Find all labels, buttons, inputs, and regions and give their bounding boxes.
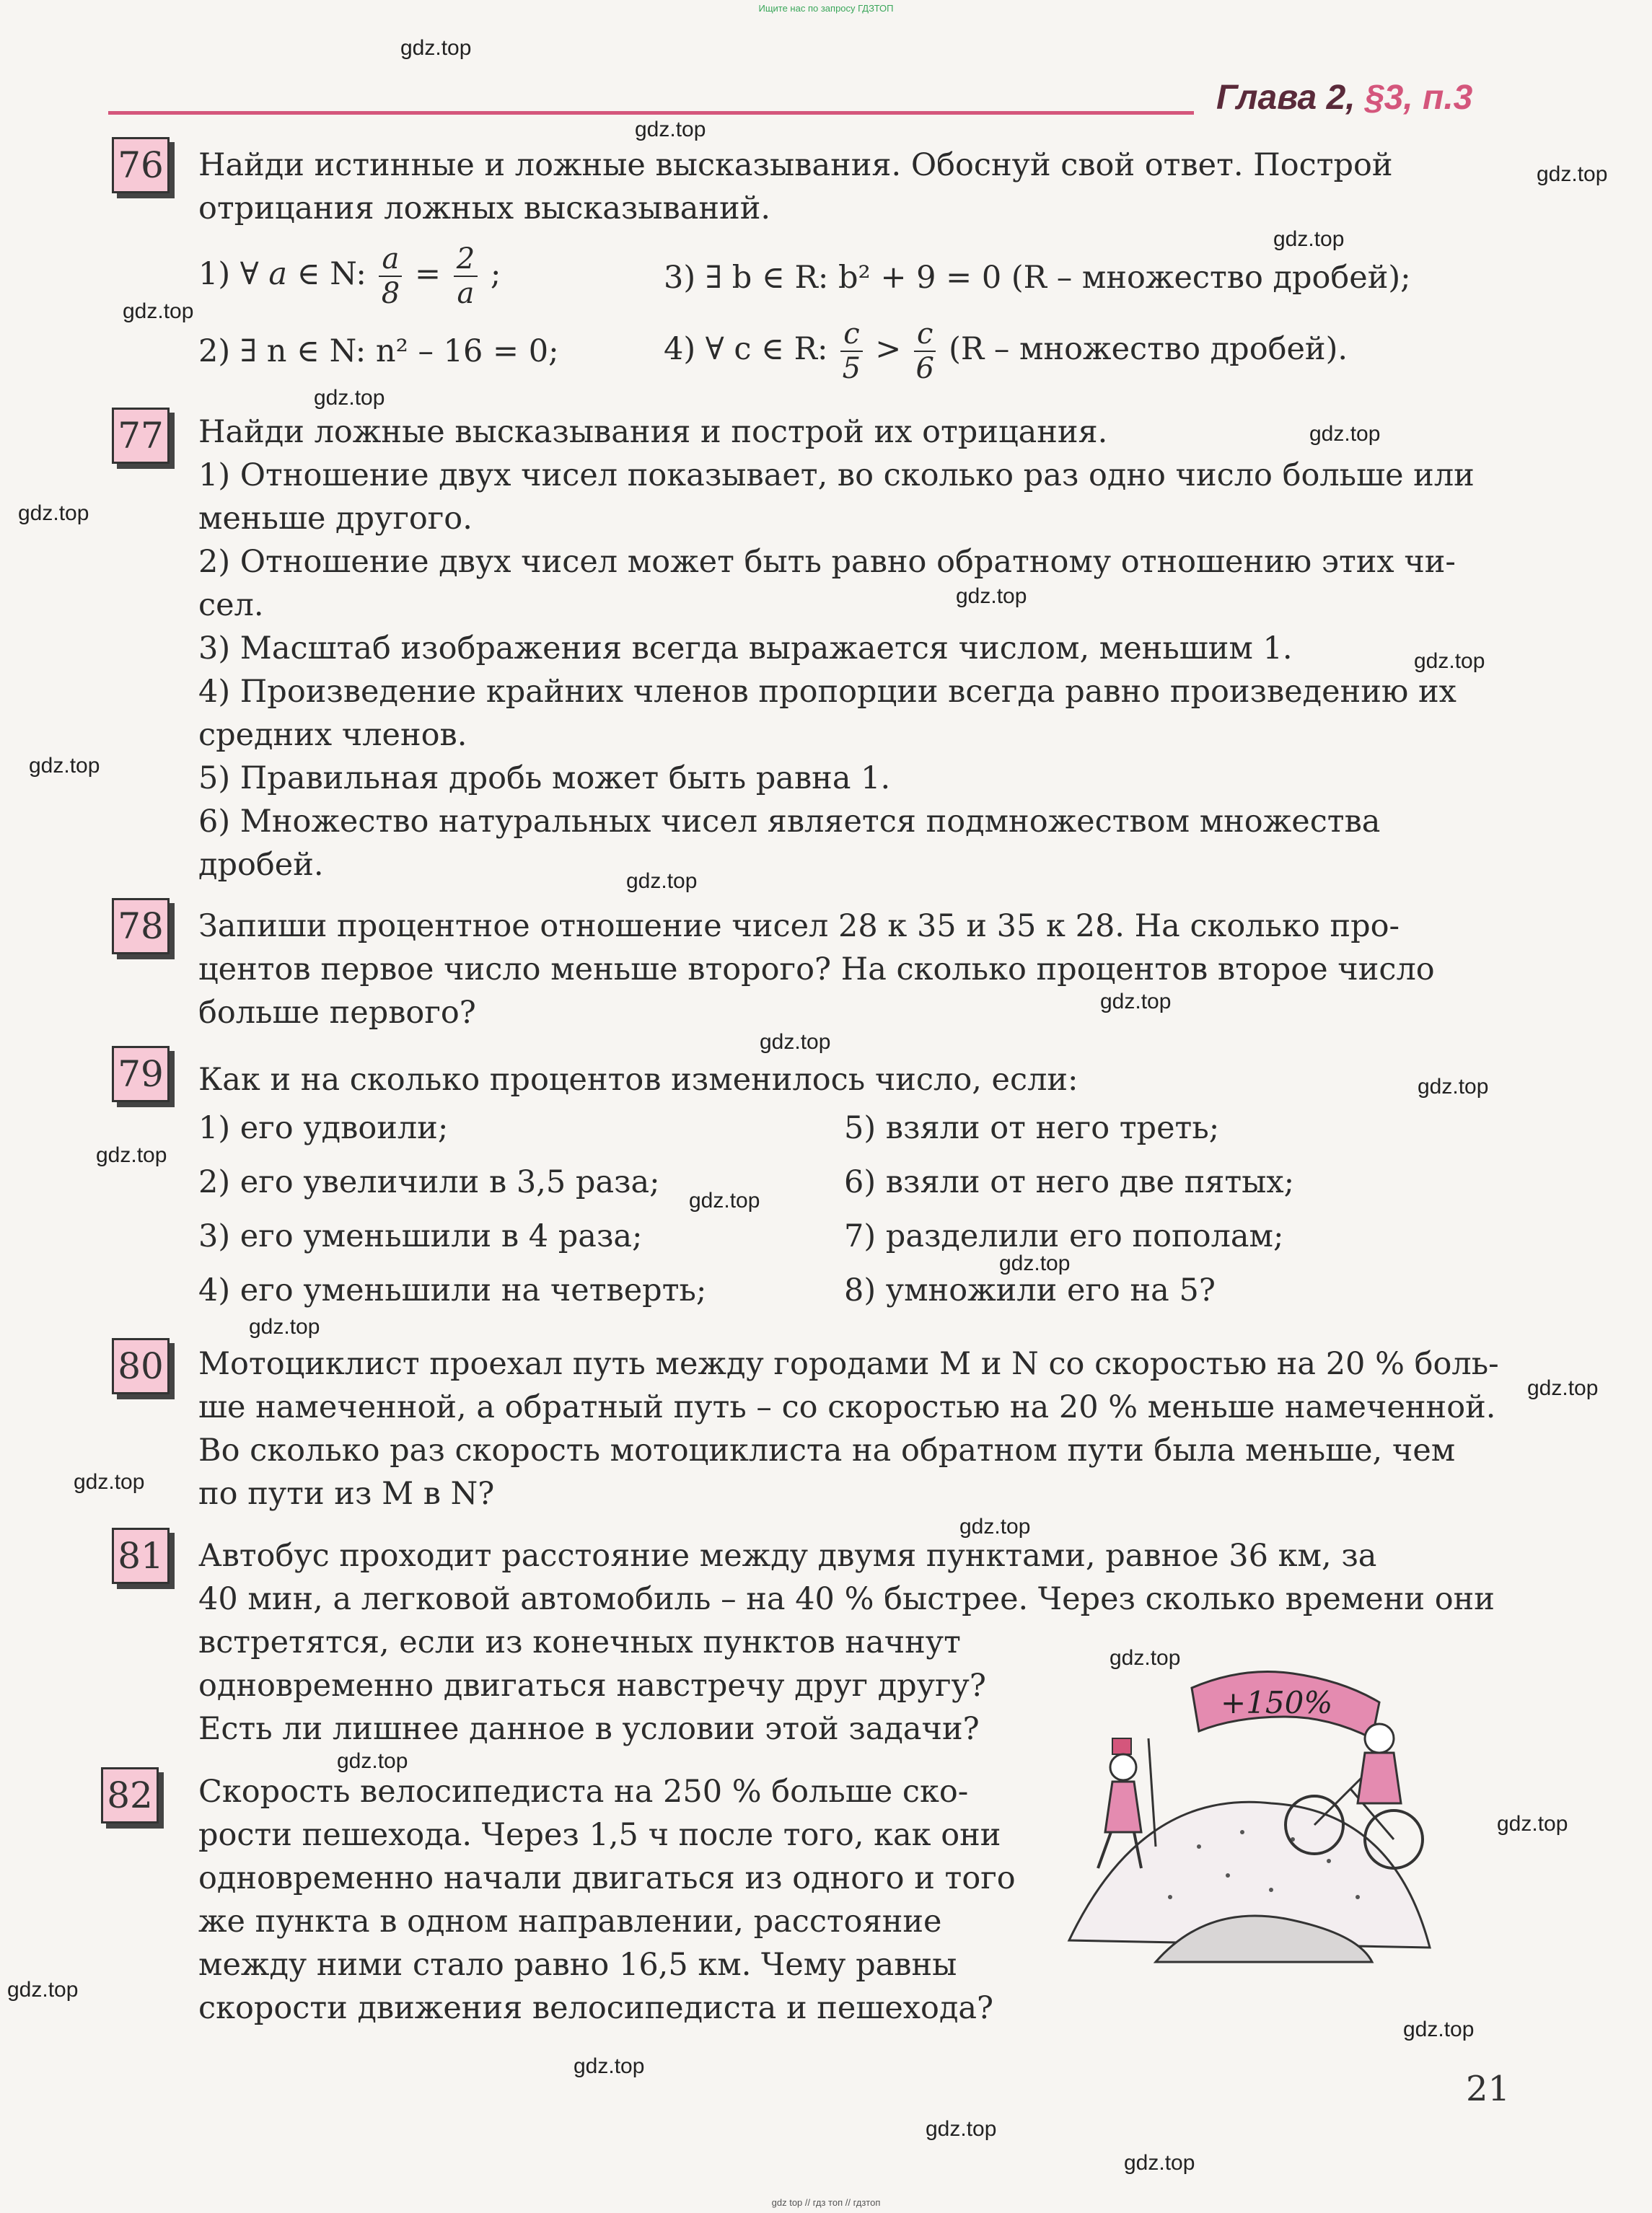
problem-78-line-1: Запиши процентное отношение чисел 28 к 35 и 35 к 28. На сколько про- [198,908,1400,944]
problem-76-item-3: 3) ∃ b ∈ R: b² + 9 = 0 (R – множество дробей); [664,260,1411,296]
problem-76-item-1: 1) ∀ a ∈ N: $\frac{a}{8}$ = $\frac{2}{a}$ ; [198,242,501,310]
watermark: gdz.top [314,386,385,410]
problem-81-line-5: Есть ли лишнее данное в условии этой задачи? [198,1711,980,1747]
problem-77-line-9: 5) Правильная дробь может быть равна 1. [198,760,891,796]
header-rule [108,111,1194,115]
watermark: gdz.top [123,299,194,323]
problem-79-item-3: 3) его уменьшили в 4 раза; [198,1218,643,1254]
watermark: gdz.top [1309,422,1381,446]
fraction: $\frac{a}{8}$ [379,242,402,310]
problem-number-79: 79 [112,1046,170,1102]
watermark: gdz.top [1273,227,1345,251]
problem-80-line-3: Во сколько раз скорость мотоциклиста на обратном пути была меньше, чем [198,1433,1456,1469]
watermark: gdz.top [635,118,706,141]
fraction: $\frac{2}{a}$ [454,242,478,310]
problem-82-line-6: скорости движения велосипедиста и пешехода? [198,1990,994,2026]
problem-76-item-4: 4) ∀ c ∈ R: $\frac{c}{5}$ > $\frac{c}{6}$ (R – множество дробей). [664,317,1348,385]
watermark: gdz.top [1527,1376,1599,1400]
problem-79-item-1: 1) его удвоили; [198,1110,449,1146]
watermark: gdz.top [249,1315,320,1339]
problem-78-line-3: больше первого? [198,995,476,1031]
problem-77-line-6: 3) Масштаб изображения всегда выражается числом, меньшим 1. [198,630,1293,666]
problem-79-item-5: 5) взяли от него треть; [844,1110,1220,1146]
watermark: gdz.top [626,869,698,893]
watermark: gdz.top [96,1143,167,1167]
problem-82-line-1: Скорость велосипедиста на 250 % больше ско- [198,1774,969,1810]
problem-81-line-3: встретятся, если из конечных пунктов начнут [198,1624,961,1660]
problem-76-line-1: Найди истинные и ложные высказывания. Обоснуй свой ответ. Построй [198,147,1393,183]
watermark: gdz.top [926,2117,997,2141]
chapter-heading [1216,78,1472,118]
chapter-prefix: Глава 2, [1216,79,1365,117]
watermark: gdz.top [1110,1646,1181,1670]
problem-82-line-5: между ними стало равно 16,5 км. Чему равны [198,1947,957,1983]
watermark: gdz.top [29,754,100,778]
bottom-note: gdz top // гдз топ // гдзтоп [771,2197,881,2208]
problem-77-line-5: сел. [198,587,264,623]
problem-77-line-2: 1) Отношение двух чисел показывает, во сколько раз одно число больше или [198,457,1475,493]
watermark: gdz.top [1100,990,1172,1013]
page-number: 21 [1466,2069,1511,2109]
problem-78-line-2: центов первое число меньше второго? На сколько процентов второе число [198,951,1435,987]
watermark: gdz.top [959,1515,1031,1539]
problem-77-line-11: дробей. [198,847,324,883]
problem-76-item-2: 2) ∃ n ∈ N: n² – 16 = 0; [198,333,559,369]
fraction: $\frac{c}{5}$ [840,317,862,385]
problem-77-line-10: 6) Множество натуральных чисел является подмножеством множества [198,804,1381,840]
watermark: gdz.top [400,36,472,60]
problem-81-line-4: одновременно двигаться навстречу друг другу? [198,1668,986,1704]
problem-80-line-1: Мотоциклист проехал путь между городами M и N со скоростью на 20 % боль- [198,1346,1499,1382]
problem-76-line-2: отрицания ложных высказываний. [198,190,771,226]
cyclist-hill-illustration [1055,1659,1459,1969]
problem-82-line-2: рости пешехода. Через 1,5 ч после того, как они [198,1817,1001,1853]
problem-79-item-7: 7) разделили его пополам; [844,1218,1284,1254]
svg-text:+150%: +150% [1221,1685,1333,1720]
problem-79-item-8: 8) умножили его на 5? [844,1272,1216,1308]
chapter-section: §3, п.3 [1364,79,1473,117]
problem-79-item-4: 4) его уменьшили на четверть; [198,1272,707,1308]
problem-number-82: 82 [101,1767,159,1823]
problem-79-line-1: Как и на сколько процентов изменилось число, если: [198,1062,1078,1098]
problem-81-line-2: 40 мин, а легковой автомобиль – на 40 % быстрее. Через сколько времени они [198,1581,1495,1617]
watermark: gdz.top [1414,649,1485,673]
problem-number-77: 77 [112,408,170,464]
problem-80-line-2: ше намеченной, а обратный путь – со скоростью на 20 % меньше намеченной. [198,1389,1496,1425]
watermark: gdz.top [1537,162,1608,186]
problem-number-78: 78 [112,898,170,954]
problem-80-line-4: по пути из M в N? [198,1476,495,1512]
watermark: gdz.top [574,2054,645,2078]
problem-number-81: 81 [112,1528,170,1584]
fraction: $\frac{c}{6}$ [914,317,936,385]
top-note: Ищите нас по запросу ГДЗТОП [758,3,894,14]
problem-79-item-6: 6) взяли от него две пятых; [844,1164,1295,1200]
problem-77-line-4: 2) Отношение двух чисел может быть равно обратному отношению этих чи- [198,544,1456,580]
watermark: gdz.top [1124,2151,1195,2175]
watermark: gdz.top [689,1189,760,1213]
watermark: gdz.top [1403,2018,1475,2041]
watermark: gdz.top [999,1251,1071,1275]
problem-77-line-8: средних членов. [198,717,467,753]
problem-82-line-4: же пункта в одном направлении, расстояние [198,1904,942,1940]
watermark: gdz.top [7,1978,79,2002]
watermark: gdz.top [337,1749,408,1773]
problem-79-item-2: 2) его увеличили в 3,5 раза; [198,1164,660,1200]
watermark: gdz.top [760,1030,831,1054]
watermark: gdz.top [74,1470,145,1494]
problem-82-line-3: одновременно начали двигаться из одного и того [198,1860,1016,1896]
problem-77-line-3: меньше другого. [198,501,473,537]
watermark: gdz.top [18,501,89,525]
watermark: gdz.top [1418,1075,1489,1099]
problem-number-76: 76 [112,137,170,193]
watermark: gdz.top [956,584,1027,608]
problem-77-line-1: Найди ложные высказывания и построй их отрицания. [198,414,1108,450]
problem-81-line-1: Автобус проходит расстояние между двумя пунктами, равное 36 км, за [198,1538,1377,1574]
watermark: gdz.top [1497,1812,1568,1836]
problem-77-line-7: 4) Произведение крайних членов пропорции всегда равно произведению их [198,674,1457,710]
problem-number-80: 80 [112,1338,170,1394]
